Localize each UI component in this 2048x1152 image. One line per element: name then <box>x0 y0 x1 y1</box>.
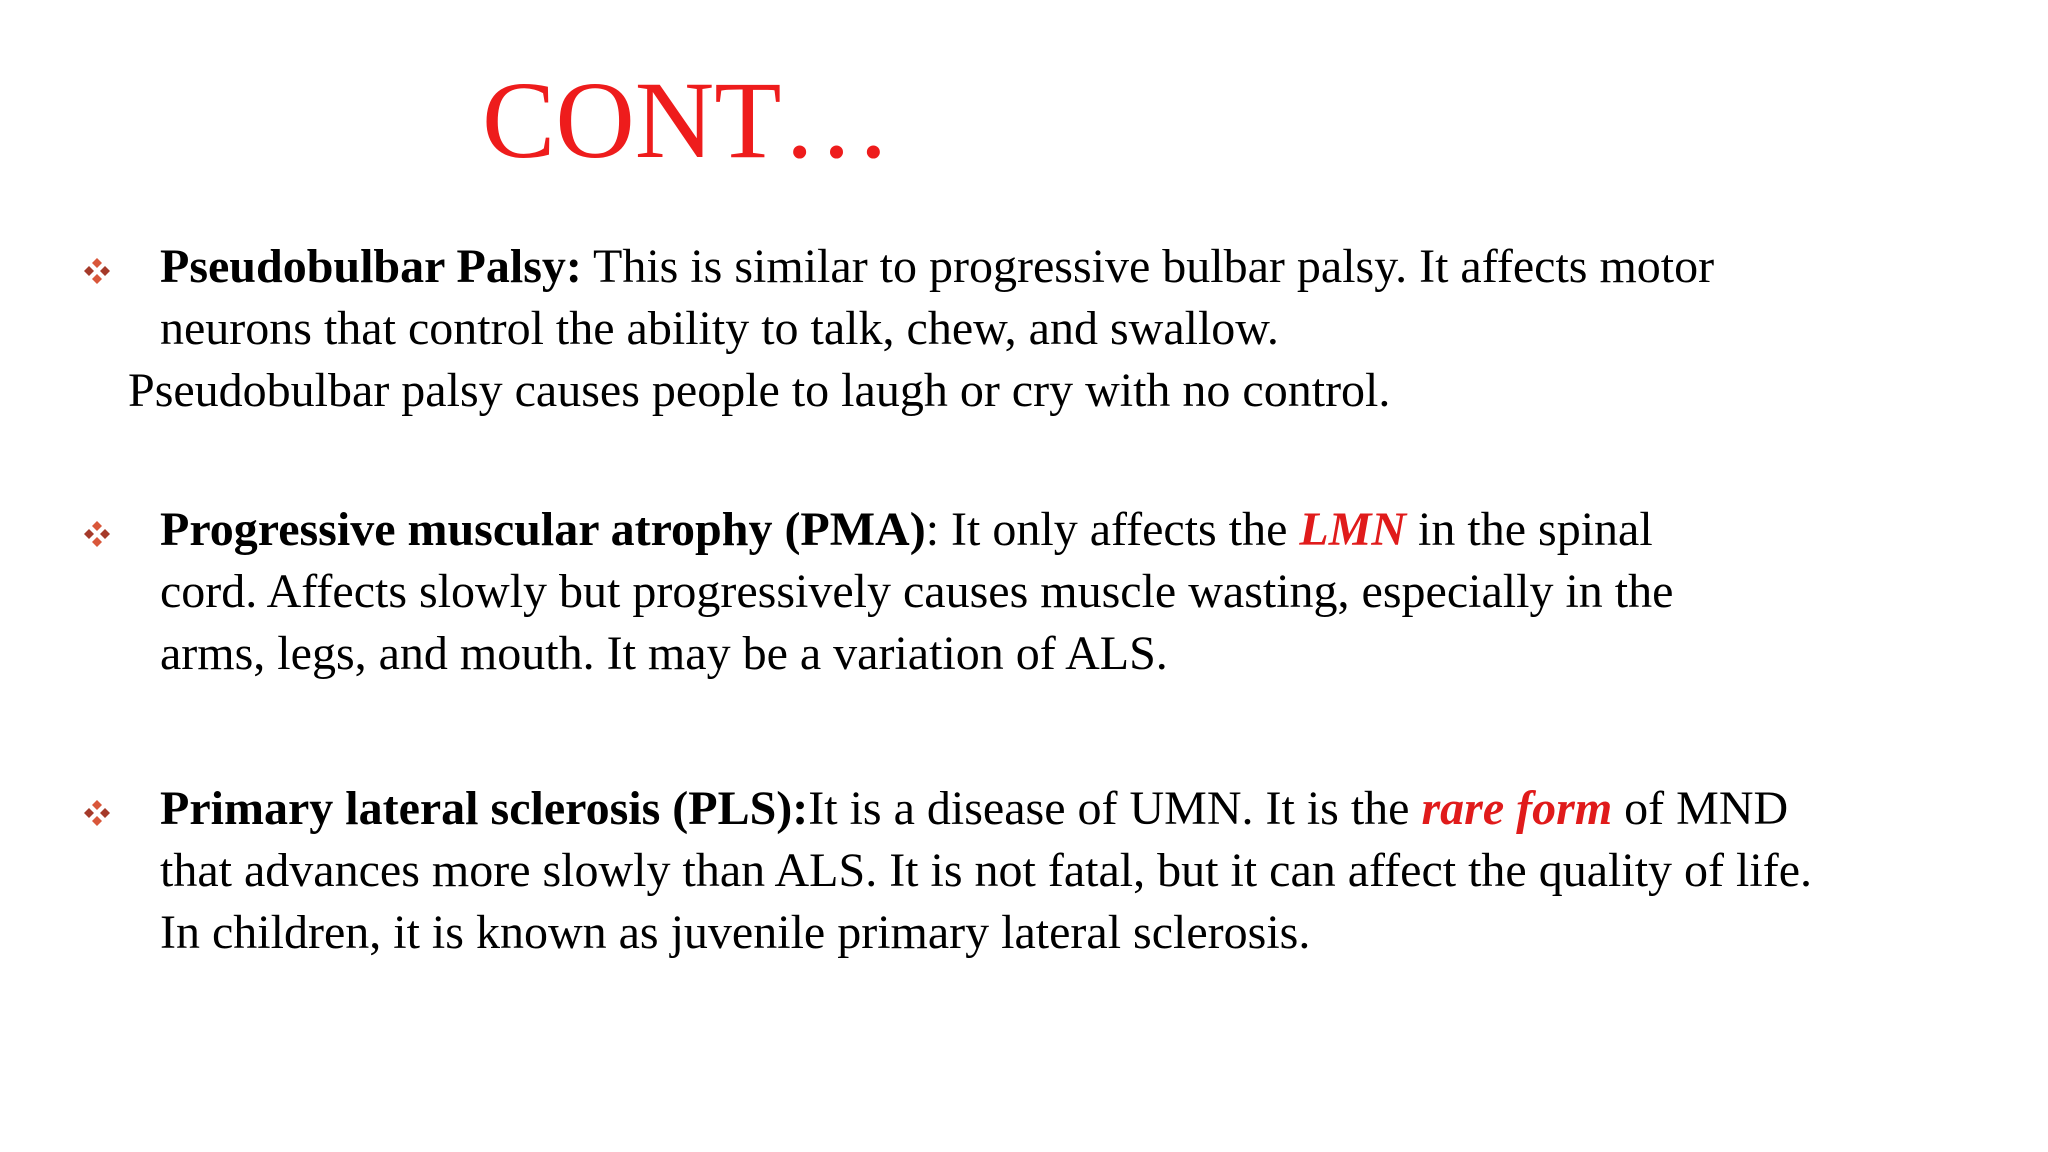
highlight-rare-form: rare form <box>1421 782 1613 835</box>
bullet-text: It is a disease of UMN. It is the <box>808 782 1422 835</box>
bullet-line: neurons that control the ability to talk, chew, and swallow. <box>160 302 1279 355</box>
bullet-line: that advances more slowly than ALS. It is not fatal, but it can affect the quality of life. <box>160 844 1812 897</box>
diamond-bullet-icon <box>82 256 112 286</box>
bullet-primary-lateral-sclerosis <box>160 778 1812 964</box>
bullet-term: Pseudobulbar Palsy: <box>160 240 582 293</box>
diamond-bullet-icon <box>82 519 112 549</box>
bullet-text: of MND <box>1612 782 1789 835</box>
bullet-line: cord. Affects slowly but progressively causes muscle wasting, especially in the <box>160 565 1674 618</box>
bullet-pseudobulbar-palsy <box>128 236 1715 422</box>
bullet-line: Pseudobulbar palsy causes people to laugh or cry with no control. <box>128 364 1391 417</box>
bullet-term: Progressive muscular atrophy (PMA) <box>160 503 926 556</box>
highlight-lmn: LMN <box>1299 503 1407 556</box>
bullet-line <box>160 778 1812 840</box>
bullet-term: Primary lateral sclerosis (PLS): <box>160 782 809 835</box>
diamond-bullet-icon <box>82 798 112 828</box>
bullet-progressive-muscular-atrophy <box>160 499 1673 685</box>
slide-title: CONT… <box>482 59 892 181</box>
bullet-line: In children, it is known as juvenile primary lateral sclerosis. <box>160 906 1311 959</box>
bullet-text: This is similar to progressive bulbar palsy. It affects motor <box>581 240 1715 293</box>
bullet-line: arms, legs, and mouth. It may be a variation of ALS. <box>160 627 1168 680</box>
bullet-line <box>160 236 1714 298</box>
bullet-text: in the spinal <box>1406 503 1653 556</box>
bullet-line <box>160 499 1673 561</box>
bullet-text: : It only affects the <box>925 503 1300 556</box>
